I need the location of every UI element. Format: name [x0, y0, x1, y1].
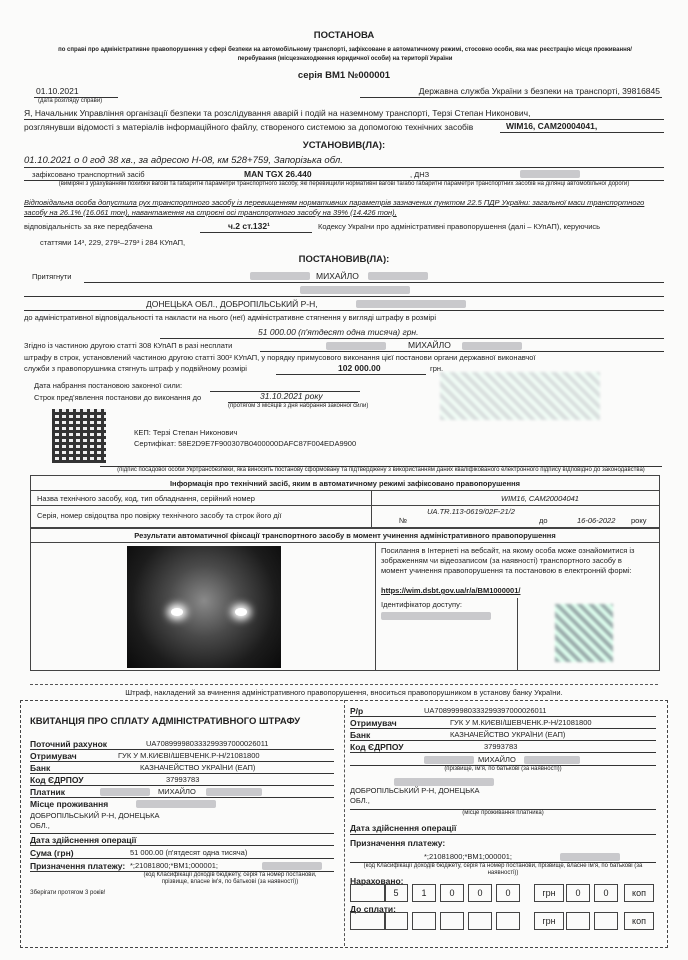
purpose-caption: (код Класифікації доходів бюджету, серія та номер постанови, прізвище, власне ім'я, по батькові (за наявності)) — [143, 872, 317, 885]
edrpou-label: Код ЄДРПОУ — [30, 775, 84, 785]
kop-label: коп — [624, 884, 654, 902]
established-heading: УСТАНОВИВ(ЛА): — [302, 140, 386, 151]
rr-recipient: ГУК У М.КИЄВІ/ШЕВЧЕНК.Р-Н/21081800 — [450, 718, 592, 727]
results-link-text: Посилання в Інтернеті на вебсайт, на якому особа може ознайомитися із зображенням чи відеозаписом (за наявності) транспортного засобу в момент учинення правопорушення та постановою в електронній формі: — [381, 546, 635, 575]
certificate: Сертифікат: 58E2D9E7F900307B0400000DAFC87F004EDA9900 — [134, 439, 357, 448]
sum-label: Сума (грн) — [30, 848, 74, 858]
access-qr-icon — [555, 604, 613, 662]
rr-recipient-label: Отримувач — [350, 718, 397, 728]
agency-name: Державна служба України з безпеки на транспорті, 39816845 — [418, 86, 660, 96]
op-date-label: Дата здійснення операції — [30, 835, 137, 845]
articles-line: статтями 14³, 229, 279¹–279³ і 284 КУпАП, — [40, 238, 186, 247]
digit-1: 5 — [384, 884, 408, 902]
tech-row2-label: Серія, номер свідоцтва про повірку технічного засобу та строк його дії — [37, 511, 282, 520]
purpose-value: *;21081800;*ВМ1;000001; — [130, 861, 218, 870]
document-title: ПОСТАНОВА — [313, 30, 375, 41]
rr-label: Р/р — [350, 706, 364, 716]
stamp-blur — [440, 372, 600, 420]
account-label: Поточний рахунок — [30, 739, 108, 749]
review-date-caption: (дата розгляду справи) — [38, 98, 103, 104]
receipt-title: КВИТАНЦІЯ ПРО СПЛАТУ АДМІНІСТРАТИВНОГО ШТРАФУ — [30, 716, 301, 727]
vehicle-label: зафіксовано транспортний засіб — [32, 170, 145, 179]
valid-to-date: 16-06-2022 — [577, 516, 616, 525]
fine-amount: 51 000.00 (п'ятдесят одна тисяча) грн. — [258, 327, 419, 337]
rr-bank-label: Банк — [350, 730, 371, 740]
bank-label: Банк — [30, 763, 51, 773]
payer-name: МИХАЙЛО — [158, 787, 196, 796]
decision-heading: ПОСТАНОВИВ(ЛА): — [298, 254, 390, 265]
residence-value: ДОБРОПІЛЬСЬКИЙ Р-Н, ДОНЕЦЬКА ОБЛ., — [30, 811, 160, 830]
tech-row1-value: WIM16, CAM20004041 — [501, 494, 579, 503]
violation-text: Відповідальна особа допустила рух транспортного засобу із перевищенням нормативних параметрів зазначених пунктом 22.5 ПДР України: загальної маси транспортного засобу на 26.1% (16.061 тон), навантаження на строєні осі транспортного засобу на 39% (14.426 тон), — [24, 198, 645, 217]
results-table — [30, 527, 660, 671]
person-name: МИХАЙЛО — [316, 271, 359, 281]
uah-label: грн — [534, 884, 564, 902]
code-line: Кодексу України про адміністративні правопорушення (далі – КУпАП), керуючись — [318, 222, 601, 231]
rr-purpose-caption: (код Класифікації доходів бюджету, серія та номер постанови, прізвище, власне ім'я, по батькові (за наявності)) — [363, 863, 643, 876]
deadline-label: Строк пред'явлення постанови до виконання до — [34, 393, 202, 402]
rr-payer: МИХАЙЛО — [478, 755, 516, 764]
payer-patronymic-redacted — [206, 788, 262, 796]
rr-payer-surname-redacted — [424, 756, 474, 764]
charged-label: Нараховано: — [350, 876, 404, 886]
enforce-line-2: служби з правопорушника стягнуть штраф у подвійному розмірі — [24, 364, 247, 373]
enforce-line-1: штрафу в строк, установлений частиною другою статті 300² КУпАП, у порядку примусового виконання цієї постанови органи державної виконавчої — [24, 353, 536, 362]
rr-op-date-label: Дата здійснення операції — [350, 823, 457, 833]
region: ДОНЕЦЬКА ОБЛ., ДОБРОПІЛЬСЬКИЙ Р-Н, — [146, 299, 318, 309]
double-fine: 102 000.00 — [338, 363, 381, 373]
deadline-date: 31.10.2021 року — [260, 391, 323, 401]
uah-label-2: грн — [534, 912, 564, 930]
rr-residence-redacted — [394, 778, 494, 786]
rr-edrpou-label: Код ЄДРПОУ — [350, 742, 404, 752]
rr-edrpou: 37993783 — [484, 742, 518, 751]
access-id-label: Ідентифікатор доступу: — [381, 600, 462, 609]
edrpou-value: 37993783 — [166, 775, 200, 784]
residence-label: Місце проживання — [30, 799, 109, 809]
attract-label: Притягнути — [32, 272, 72, 281]
rr-payer-caption: (прізвище, ім'я, по батькові (за наявності)) — [444, 766, 562, 772]
bank-value: КАЗНАЧЕЙСТВО УКРАЇНИ (ЕАП) — [140, 763, 256, 772]
force-date-label: Дата набрання постановою законної сили: — [34, 381, 183, 390]
cert-no-label: № — [399, 516, 408, 525]
signature-caption: (підпис посадової особи Укртрансбезпеки, яка виносить постанову сформовану та підтверджену з використанням даних кваліфікованого електронного підпису відповідно до законодавства) — [117, 467, 645, 473]
rr-residence-caption: (місце проживання платника) — [462, 810, 544, 816]
payer-label: Платник — [30, 787, 66, 797]
region-redacted — [356, 300, 466, 308]
residence-redacted — [136, 800, 216, 808]
rr-residence: ДОБРОПІЛЬСЬКИЙ Р-Н, ДОНЕЦЬКА ОБЛ., — [350, 786, 480, 805]
devices: WIM16, CAM20004041, — [506, 121, 598, 131]
tech-info-table — [30, 475, 660, 529]
account-value: UA708999980333299397000026011 — [146, 739, 269, 748]
deadline-caption: (протягом 3 місяців з дня набрання законної сили) — [228, 403, 369, 409]
part-308-line: Згідно із частиною другою статті 308 КУпАП в разі несплати — [24, 341, 233, 350]
digit-4: 0 — [468, 884, 492, 902]
liability-label: відповідальність за яке передбачена — [24, 222, 153, 231]
rr-purpose: *;21081800;*ВМ1;000001; — [424, 852, 512, 861]
surname2-redacted — [326, 342, 386, 350]
patronymic-redacted — [368, 272, 428, 280]
plate-label: , ДНЗ — [410, 170, 430, 179]
plate-redacted — [520, 170, 580, 178]
kop-digit-1: 0 — [566, 884, 590, 902]
purpose-label: Призначення платежу: — [30, 861, 126, 871]
digit-5: 0 — [496, 884, 520, 902]
rr-purpose-label: Призначення платежу: — [350, 838, 446, 848]
review-date: 01.10.2021 — [36, 86, 79, 96]
reviewed-line: розглянувши відомості з матеріалів інформаційного файлу, створеного системою за допомогою технічних засобів — [24, 122, 474, 132]
vehicle-caption: (виміряні з урахуванням похибки вагові та габаритні параметри транспортного засобу, які перевищили нормативні вагові та/або габаритні параметри транспортних засобів на ділянці автомобільної дороги) — [58, 181, 630, 187]
vehicle-photo — [127, 546, 281, 668]
results-heading: Результати автоматичної фіксації транспортного засобу в момент учинення адміністративного правопорушення — [134, 531, 556, 540]
tech-heading: Інформація про технічний засіб, яким в автоматичному режимі зафіксовано правопорушення — [169, 479, 521, 488]
recipient-value: ГУК У М.КИЄВІ/ШЕВЧЕНК.Р-Н/21081800 — [118, 751, 260, 760]
digit-3: 0 — [440, 884, 464, 902]
article: ч.2 ст.132¹ — [228, 221, 270, 231]
rr-bank: КАЗНАЧЕЙСТВО УКРАЇНИ (ЕАП) — [450, 730, 566, 739]
rr-payer-patronymic-redacted — [524, 756, 580, 764]
rr-account: UA708999980333299397000026011 — [424, 706, 547, 715]
patronymic2-redacted — [462, 342, 522, 350]
payer-surname-redacted — [100, 788, 150, 796]
official-line: Я, Начальник Управління організації безпеки та розслідування аварій і подій на наземному транспорті, Терзі Степан Никонович, — [24, 108, 531, 118]
access-id-redacted — [381, 612, 491, 620]
cut-line-note: Штраф, накладений за вчинення адміністративного правопорушення, вноситься правопорушником в установу банку України. — [125, 688, 563, 697]
sum-value: 51 000.00 (п'ятдесят одна тисяча) — [130, 848, 248, 857]
rr-purpose-redacted — [560, 853, 620, 861]
purpose-redacted — [262, 862, 322, 870]
document-subtitle: по справі про адміністративне правопорушення у сфері безпеки на автомобільному транспорті, зафіксоване в автоматичному режимі, стосовно особи, яка має реєстрацію місця проживання/перебування (місцезнаходження юридичної особи) на території України — [58, 47, 632, 62]
year-label: року — [631, 516, 647, 525]
signer: КЕП: Терзі Степан Никонович — [134, 428, 238, 437]
recipient-label: Отримувач — [30, 751, 77, 761]
kop-label-2: коп — [624, 912, 654, 930]
results-url[interactable]: https://wim.dsbt.gov.ua/r/a/BM1000001/ — [381, 586, 521, 595]
tech-row1-label: Назва технічного засобу, код, тип обладнання, серійний номер — [37, 494, 255, 503]
qr-code-icon — [52, 409, 106, 463]
vehicle-model: MAN TGX 26.440 — [244, 169, 312, 179]
cert-number: UA.TR.113-0619/02F-21/2 — [427, 507, 515, 516]
penalty-line: до адміністративної відповідальності та накласти на нього (неї) адміністративне стягнення у вигляді штрафу в розмірі — [24, 313, 437, 322]
to-pay-label: До сплати: — [350, 904, 396, 914]
keep-note: Зберігати протягом 3 років! — [30, 890, 106, 896]
valid-to-label: до — [539, 516, 548, 525]
series-number: серія ВМ1 №000001 — [297, 70, 391, 81]
currency-label: грн. — [430, 364, 444, 373]
event-line: 01.10.2021 о 0 год 38 хв., за адресою Н-08, км 528+759, Запорізька обл. — [24, 155, 343, 166]
kop-digit-2: 0 — [594, 884, 618, 902]
address-redacted — [300, 286, 410, 294]
person-name-2: МИХАЙЛО — [408, 340, 451, 350]
digit-2: 1 — [412, 884, 436, 902]
surname-redacted — [250, 272, 310, 280]
